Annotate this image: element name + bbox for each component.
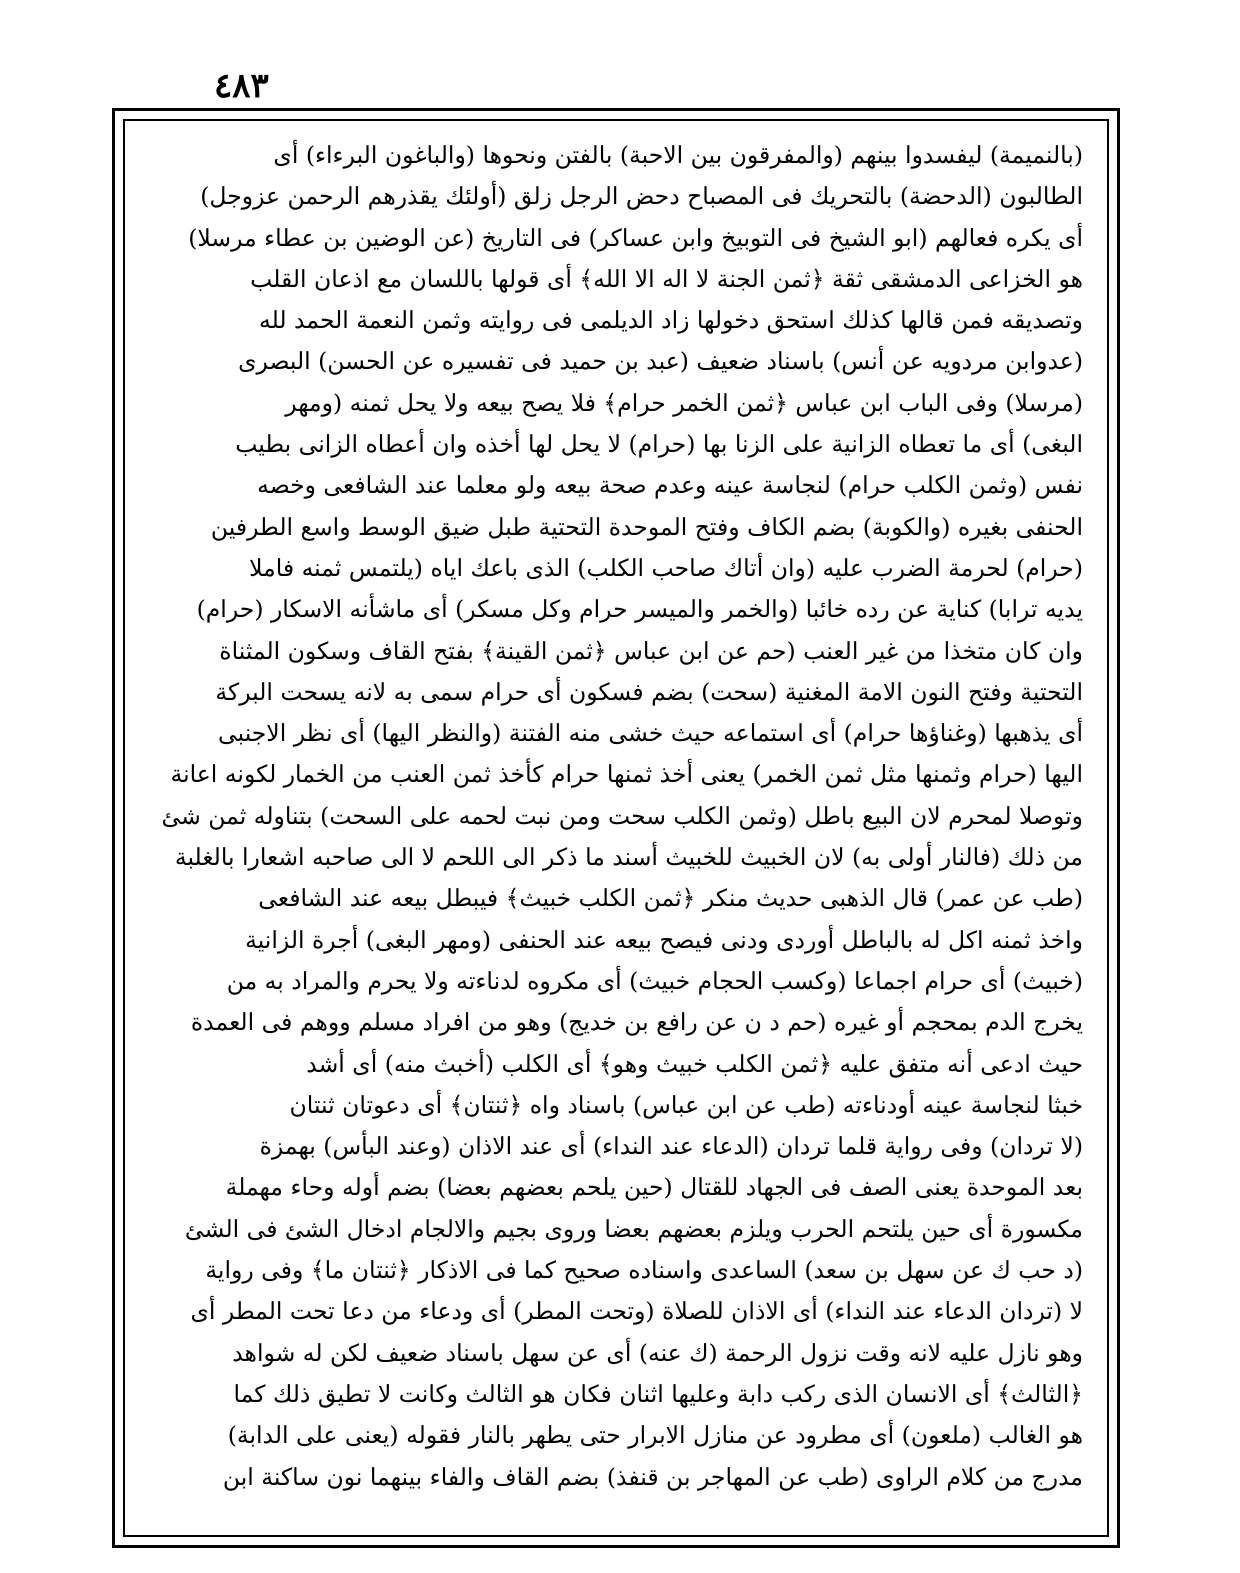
text-line: بعد الموحدة يعنى الصف فى الجهاد للقتال (حين يلحم بعضهم بعضا) بضم أوله وحاء مهملة bbox=[225, 1173, 1083, 1202]
text-frame bbox=[112, 108, 1120, 1548]
text-line: من ذلك (فالنار أولى به) لان الخبيث للخبيث أسند ما ذكر الى اللحم لا الى صاحبه اشعارا بالغلبة bbox=[174, 843, 1083, 872]
text-frame-inner bbox=[123, 119, 1109, 1537]
text-line: لا (تردان الدعاء عند النداء) أى الاذان للصلاة (وتحت المطر) أى ودعاء من دعا تحت المطر أى bbox=[190, 1297, 1083, 1326]
text-line: حيث ادعى أنه متفق عليه ﴿ثمن الكلب خبيث وهو﴾ أى الكلب (أخبث منه) أى أشد bbox=[306, 1049, 1083, 1078]
text-line: مكسورة أى حين يلتحم الحرب ويلزم بعضهم بعضا وروى بجيم والالجام ادخال الشئ فى الشئ bbox=[184, 1214, 1083, 1243]
text-line: هو الغالب (ملعون) أى مطرود عن منازل الابرار حتى يطهر بالنار فقوله (يعنى على الدابة) bbox=[227, 1421, 1083, 1450]
text-line: الحنفى بغيره (والكوبة) بضم الكاف وفتح الموحدة التحتية طبل ضيق الوسط واسع الطرفين bbox=[210, 512, 1083, 541]
text-line: اليها (حرام وثمنها مثل ثمن الخمر) يعنى أخذ ثمنها حرام كأخذ ثمن العنب من الخمار لكونه اعانة bbox=[170, 760, 1083, 789]
text-line: نفس (وثمن الكلب حرام) لنجاسة عينه وعدم صحة بيعه ولو معلما عند الشافعى وخصه bbox=[257, 471, 1083, 500]
text-line: (حرام) لحرمة الضرب عليه (وان أتاك صاحب الكلب) الذى باعك اياه (يلتمس ثمنه فاملا bbox=[249, 553, 1083, 582]
text-line: يديه ترابا) كناية عن رده خائبا (والخمر والميسر حرام وكل مسكر) أى ماشأنه الاسكار (حرام) bbox=[196, 595, 1083, 624]
text-line: (بالنميمة) ليفسدوا بينهم (والمفرقون بين الاحبة) بالفتن ونحوها (والباغون البرءاء) أى bbox=[273, 141, 1083, 169]
text-line: (طب عن عمر) قال الذهبى حديث منكر ﴿ثمن الكلب خبيث﴾ فيبطل بيعه عند الشافعى bbox=[258, 884, 1083, 913]
page-number: ٤٨٣ bbox=[214, 66, 269, 106]
text-line: البغى) أى ما تعطاه الزانية على الزنا بها (حرام) لا يحل لها أخذه وان أعطاه الزانى بطيب bbox=[235, 430, 1083, 459]
text-line: وهو نازل عليه لانه وقت نزول الرحمة (ك عنه) أى عن سهل باسناد ضعيف لكن له شواهد bbox=[232, 1338, 1083, 1367]
text-line: مدرج من كلام الراوى (طب عن المهاجر بن قنفذ) بضم القاف والفاء بينهما نون ساكنة ابن bbox=[222, 1462, 1083, 1491]
text-line: وتصديقه فمن قالها كذلك استحق دخولها زاد الديلمى فى روايته وثمن النعمة الحمد لله bbox=[259, 306, 1083, 335]
text-line: وان كان متخذا من غير العنب (حم عن ابن عباس ﴿ثمن القينة﴾ بفتح القاف وسكون المثناة bbox=[219, 636, 1083, 665]
text-line: (لا تردان) وفى رواية قلما تردان (الدعاء عند النداء) أى عند الاذان (وعند البأس) بهمزة bbox=[259, 1132, 1083, 1161]
text-line: وتوصلا لمحرم لان البيع باطل (وثمن الكلب سحت ومن نبت لحمه على السحت) بتناوله ثمن شئ bbox=[161, 801, 1083, 830]
text-line: هو الخزاعى الدمشقى ثقة ﴿ثمن الجنة لا اله الا الله﴾ أى قولها باللسان مع اذعان القلب bbox=[250, 264, 1083, 293]
text-line: التحتية وفتح النون الامة المغنية (سحت) بضم فسكون أى حرام سمى به لانه يسحت البركة bbox=[215, 677, 1083, 706]
text-line: أى يذهبها (وغناؤها حرام) أى استماعه حيث خشى منه الفتنة (والنظر اليها) أى نظر الاجنبى bbox=[218, 719, 1083, 748]
text-line: (عدوابن مردويه عن أنس) باسناد ضعيف (عبد بن حميد فى تفسيره عن الحسن) البصرى bbox=[238, 347, 1083, 376]
text-line: الطالبون (الدحضة) بالتحريك فى المصباح دحض الرجل زلق (أولئك يقذرهم الرحمن عزوجل) bbox=[200, 182, 1083, 211]
text-line: واخذ ثمنه اكل له بالباطل أوردى ودنى فيصح بيعه عند الحنفى (ومهر البغى) أجرة الزانية bbox=[245, 925, 1083, 954]
text-line: يخرج الدم بمحجم أو غيره (حم د ن عن رافع بن خديج) وهو من افراد مسلم ووهم فى العمدة bbox=[190, 1008, 1083, 1037]
text-line: (خبيث) أى حرام اجماعا (وكسب الحجام خبيث) أى مكروه لدناءته ولا يحرم والمراد به من bbox=[226, 966, 1083, 995]
text-line: (د حب ك عن سهل بن سعد) الساعدى واسناده صحيح كما فى الاذكار ﴿ثنتان ما﴾ وفى رواية bbox=[205, 1256, 1083, 1285]
text-line: خبثا لنجاسة عينه أودناءته (طب عن ابن عباس) باسناد واه ﴿ثنتان﴾ أى دعوتان ثنتان bbox=[289, 1090, 1083, 1119]
text-line: ﴿الثالث﴾ أى الانسان الذى ركب دابة وعليها اثنان فكان هو الثالث وكانت لا تطيق ذلك كما bbox=[233, 1379, 1083, 1408]
text-line: (مرسلا) وفى الباب ابن عباس ﴿ثمن الخمر حرام﴾ فلا يصح بيعه ولا يحل ثمنه (ومهر bbox=[285, 388, 1083, 417]
text-block bbox=[149, 135, 1083, 1498]
text-line: أى يكره فعالهم (ابو الشيخ فى التوبيخ وابن عساكر) فى التاريخ (عن الوضين بن عطاء مرسلا) bbox=[188, 223, 1083, 252]
